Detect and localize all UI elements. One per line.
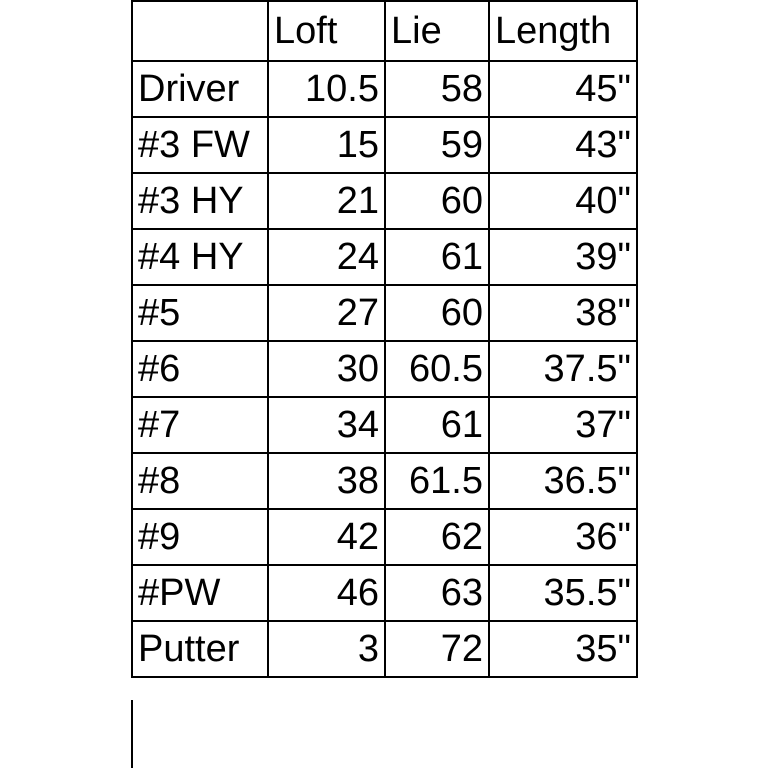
header-length: Length [489,1,637,61]
loft-cell: 46 [268,565,385,621]
length-cell: 36.5" [489,453,637,509]
loft-cell: 21 [268,173,385,229]
club-cell: #8 [132,453,268,509]
club-cell: #3 HY [132,173,268,229]
table-row [132,173,637,229]
club-cell: #5 [132,285,268,341]
club-cell: #PW [132,565,268,621]
loft-cell: 27 [268,285,385,341]
length-cell: 36" [489,509,637,565]
lie-cell: 61 [385,229,489,285]
club-spec-table [131,0,638,678]
table-row [132,117,637,173]
table-header-row [132,1,637,61]
club-cell: Driver [132,61,268,117]
header-loft: Loft [268,1,385,61]
length-cell: 37.5" [489,341,637,397]
lie-cell: 60 [385,173,489,229]
club-cell: #4 HY [132,229,268,285]
loft-cell: 30 [268,341,385,397]
lie-cell: 60.5 [385,341,489,397]
lie-cell: 58 [385,61,489,117]
lie-cell: 63 [385,565,489,621]
loft-cell: 3 [268,621,385,677]
table-row [132,61,637,117]
table-row [132,509,637,565]
loft-cell: 15 [268,117,385,173]
table-row [132,565,637,621]
length-cell: 35.5" [489,565,637,621]
club-cell: #7 [132,397,268,453]
loft-cell: 24 [268,229,385,285]
table-row [132,397,637,453]
length-cell: 37" [489,397,637,453]
lie-cell: 61 [385,397,489,453]
header-lie: Lie [385,1,489,61]
table-row [132,229,637,285]
length-cell: 35" [489,621,637,677]
loft-cell: 38 [268,453,385,509]
length-cell: 40" [489,173,637,229]
table-row [132,341,637,397]
header-club [132,1,268,61]
loft-cell: 42 [268,509,385,565]
lie-cell: 61.5 [385,453,489,509]
lie-cell: 72 [385,621,489,677]
left-border-line [131,700,133,768]
club-cell: #9 [132,509,268,565]
club-cell: #6 [132,341,268,397]
table-row [132,285,637,341]
table-row [132,621,637,677]
length-cell: 43" [489,117,637,173]
lie-cell: 62 [385,509,489,565]
length-cell: 39" [489,229,637,285]
loft-cell: 10.5 [268,61,385,117]
club-cell: Putter [132,621,268,677]
club-cell: #3 FW [132,117,268,173]
loft-cell: 34 [268,397,385,453]
lie-cell: 60 [385,285,489,341]
length-cell: 38" [489,285,637,341]
lie-cell: 59 [385,117,489,173]
table-row [132,453,637,509]
length-cell: 45" [489,61,637,117]
